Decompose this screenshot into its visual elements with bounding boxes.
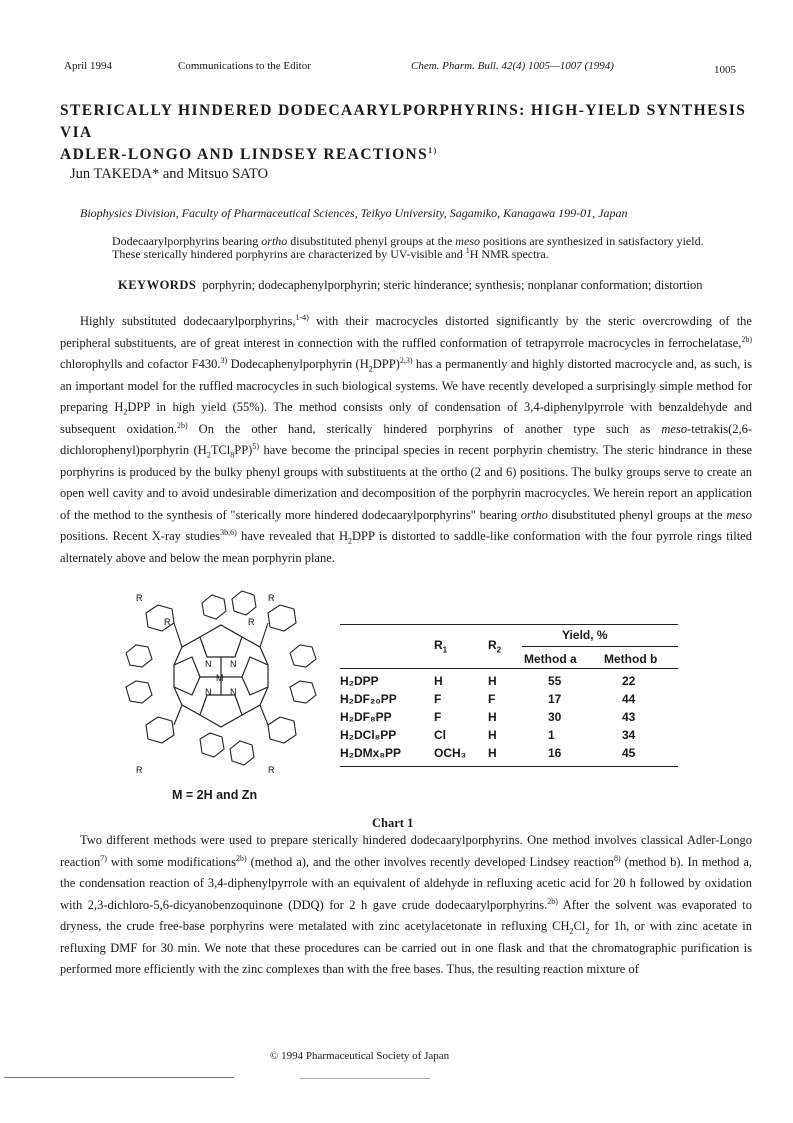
copyright-footer: © 1994 Pharmaceutical Society of Japan <box>270 1050 450 1062</box>
para-text: After the solvent was evaporated to dryness, the crude free-base porphyrins were metalated with zinc acetylacetonate in refluxing CH <box>60 897 752 933</box>
para-text: has a permanently and highly distorted macrocycle and, as such, is an important model for the ruffled macrocycles in such biological systems. We have recently developed a surprisingly simple method for preparing H <box>60 357 753 414</box>
para-text: chlorophylls and cofactor F430. <box>60 357 221 371</box>
para-text: for 1h, or with zinc acetate in refluxing DMF for 30 min. We note that these procedures can be carried out in one flask and that the chromatographic purification is performed more efficiently with the zinc complexes than with the free bases. Thus, the resulting reaction mixture of <box>60 919 752 976</box>
citation-ref: 2b) <box>547 896 558 906</box>
table-cell-r2: F <box>488 692 496 706</box>
para-text: (method a), and the other involves recently developed Lindsey reaction <box>246 854 614 869</box>
table-cell-method-a: 16 <box>548 746 562 760</box>
substituent-label: R <box>268 593 275 603</box>
para-text: (method b). In method a, the condensation reaction of 3,4-diphenylpyrrole with an equivalent of aldehyde in refluxing acetic acid for 20 h followed by oxidation with 2,3-dichloro-5,6-dicyanobenzoquinone (DDQ) for 2 h gave crude dodecaarylporphyrins. <box>60 854 752 912</box>
para-text: Two different methods were used to prepare sterically hindered dodecaarylporphyrins. One method involves classical Adler-Longo reaction <box>60 833 752 869</box>
subscript: 2 <box>348 536 353 546</box>
subscript: 8 <box>230 450 235 460</box>
citation-ref: 3) <box>220 355 228 365</box>
table-cell-method-b: 44 <box>622 692 636 706</box>
para-text: disubstituted phenyl groups at the <box>547 507 727 522</box>
col-header-method-a: Method a <box>524 652 577 666</box>
abstract-text: These sterically hindered porphyrins are characterized by UV-visible and <box>112 247 466 261</box>
para-text: DPP) <box>372 357 400 371</box>
table-cell-r2: H <box>488 674 497 688</box>
table-cell-method-a: 30 <box>548 710 562 724</box>
keywords-list: porphyrin; dodecaphenylporphyrin; steric hinderance; synthesis; nonplanar conformation; distortion <box>202 278 703 292</box>
substituent-label: R <box>136 593 143 603</box>
para-italic: meso <box>661 421 688 436</box>
para-text: have revealed that H <box>236 529 349 543</box>
table-rule-top <box>340 624 678 625</box>
affiliation: Biophysics Division, Faculty of Pharmaceutical Sciences, Teikyo University, Sagamiko, Kanagawa 199-01, Japan <box>80 206 628 220</box>
citation-ref: 5) <box>252 441 260 451</box>
abstract-italic: meso <box>455 234 480 248</box>
scan-artifact-line <box>4 1077 234 1078</box>
citation-ref: 2b) <box>741 334 752 344</box>
para-text: positions. Recent X-ray studies <box>60 529 221 543</box>
table-cell-method-b: 22 <box>622 674 636 688</box>
para-text: DPP is distorted to saddle-like conformation with the four pyrrole rings tilted alternately above and below the mean porphyrin plane. <box>60 529 752 565</box>
paragraph-methods <box>60 830 752 981</box>
yield-table <box>340 624 678 774</box>
header-page-number: 1005 <box>714 64 736 76</box>
table-rule-header <box>340 668 678 669</box>
para-text: Dodecaphenylporphyrin (H <box>227 357 369 371</box>
abstract-italic: ortho <box>261 234 288 248</box>
abstract-superscript: 1 <box>465 246 470 255</box>
col-header-r2: $R_2$ <box>488 638 502 655</box>
table-cell-compound: H₂DCl₈PP <box>340 728 397 742</box>
chart-caption: Chart 1 <box>372 816 414 830</box>
abstract-text: Dodecaarylporphyrins bearing <box>112 234 262 248</box>
para-italic: meso <box>726 507 753 522</box>
citation-ref: 1-4) <box>295 312 309 322</box>
table-cell-method-b: 43 <box>622 710 636 724</box>
table-cell-r1: F <box>434 692 442 706</box>
table-cell-r2: H <box>488 728 497 742</box>
citation-ref: 8) <box>613 853 621 863</box>
table-cell-r2: H <box>488 710 497 724</box>
subscript: 2 <box>206 450 211 460</box>
abstract-text: disubstituted phenyl groups at the <box>287 234 456 248</box>
para-text: with their macrocycles distorted significantly by the steric overcrowding of the peripheral substituents, are of great interest in connection with the ruffled conformation of tetrapyrrole macrocycles in ferrochelatase, <box>60 314 752 350</box>
table-rule-yield <box>522 646 678 647</box>
title-line-1: STERICALLY HINDERED DODECAARYLPORPHYRINS: HIGH-YIELD SYNTHESIS VIA <box>60 102 747 141</box>
paragraph-intro <box>60 311 752 569</box>
citation-ref: 2b) <box>236 853 247 863</box>
para-text: DPP in high yield (55%). The method consists only of condensation of 3,4-diphenylpyrrole with benzaldehyde and subsequent oxidation. <box>60 400 752 436</box>
metal-label: M <box>216 673 224 683</box>
subscript: 2 <box>123 407 128 417</box>
header-section: Communications to the Editor <box>178 60 311 72</box>
molecule-caption: M = 2H and Zn <box>172 788 258 802</box>
subscript: 2 <box>569 926 574 936</box>
table-cell-compound: H₂DF₈PP <box>340 710 392 724</box>
table-cell-r2: H <box>488 746 497 760</box>
para-text: PP) <box>234 443 253 457</box>
title-line-2: ADLER-LONGO AND LINDSEY REACTIONS <box>60 146 429 163</box>
title-reference: 1) <box>428 145 438 155</box>
para-text: TCl <box>210 443 231 457</box>
table-cell-method-a: 55 <box>548 674 562 688</box>
table-cell-compound: H₂DMx₈PP <box>340 746 401 760</box>
para-text: Cl <box>573 919 586 933</box>
table-cell-method-b: 45 <box>622 746 636 760</box>
substituent-label: R <box>136 765 143 775</box>
citation-ref: 2,3) <box>399 355 413 365</box>
nitrogen-label: N <box>205 659 212 669</box>
citation-ref: 3b,6) <box>220 527 237 537</box>
para-italic: ortho <box>520 507 548 522</box>
authors: Jun TAKEDA* and Mitsuo SATO <box>70 166 269 182</box>
table-cell-r1: Cl <box>434 728 446 742</box>
col-header-method-b: Method b <box>604 652 658 666</box>
table-rule-bottom <box>340 766 678 767</box>
col-header-yield: Yield, % <box>562 628 608 642</box>
para-text: have become the principal species in recent porphyrin chemistry. The steric hindrance in these porphyrins is produced by the bulky phenyl groups with substituents at the ortho (2 and 6) positions. The bulky groups serve to create an open well cavity and to avoid undesirable dimerization and decomposition of the porphyrin macrocycles. We herein report an application of the method to the synthesis of "sterically more hindered dodecaarylporphyrins" bearing <box>60 443 752 522</box>
para-text: Highly substituted dodecaarylporphyrins, <box>80 314 296 328</box>
subscript: 2 <box>585 926 590 936</box>
nitrogen-label: N <box>230 687 237 697</box>
para-text: with some modifications <box>106 854 237 869</box>
header-citation: Chem. Pharm. Bull. 42(4) 1005—1007 (1994) <box>411 60 614 72</box>
abstract-text: positions are synthesized in satisfactory yield. <box>479 234 704 248</box>
para-text: On the other hand, sterically hindered porphyrins of another type such as <box>187 421 662 436</box>
table-cell-method-a: 17 <box>548 692 562 706</box>
abstract <box>112 235 724 261</box>
subscript: 2 <box>368 364 373 374</box>
col-header-r1: $R_1$ <box>434 638 448 655</box>
table-cell-method-a: 1 <box>548 728 555 742</box>
citation-ref: 7) <box>100 853 107 863</box>
substituent-label: R <box>248 617 255 627</box>
header-date: April 1994 <box>64 60 112 72</box>
para-text: -tetrakis(2,6-dichlorophenyl)porphyrin (H <box>60 421 753 457</box>
nitrogen-label: N <box>205 687 212 697</box>
table-cell-method-b: 34 <box>622 728 636 742</box>
keywords-label: KEYWORDS <box>118 278 197 292</box>
substituent-label: R <box>268 765 275 775</box>
table-cell-compound: H₂DF₂₀PP <box>340 692 397 706</box>
keywords <box>118 278 703 293</box>
table-cell-r1: F <box>434 710 442 724</box>
article-title <box>60 100 750 166</box>
substituent-label: R <box>164 617 171 627</box>
scan-artifact-line <box>300 1078 430 1079</box>
table-cell-compound: H₂DPP <box>340 674 379 688</box>
nitrogen-label: N <box>230 659 237 669</box>
abstract-text: H NMR spectra. <box>469 247 549 261</box>
table-cell-r1: H <box>434 674 443 688</box>
porphyrin-structure-drawing <box>112 585 330 785</box>
table-cell-r1: OCH₃ <box>434 746 467 760</box>
citation-ref: 2b) <box>176 420 188 430</box>
